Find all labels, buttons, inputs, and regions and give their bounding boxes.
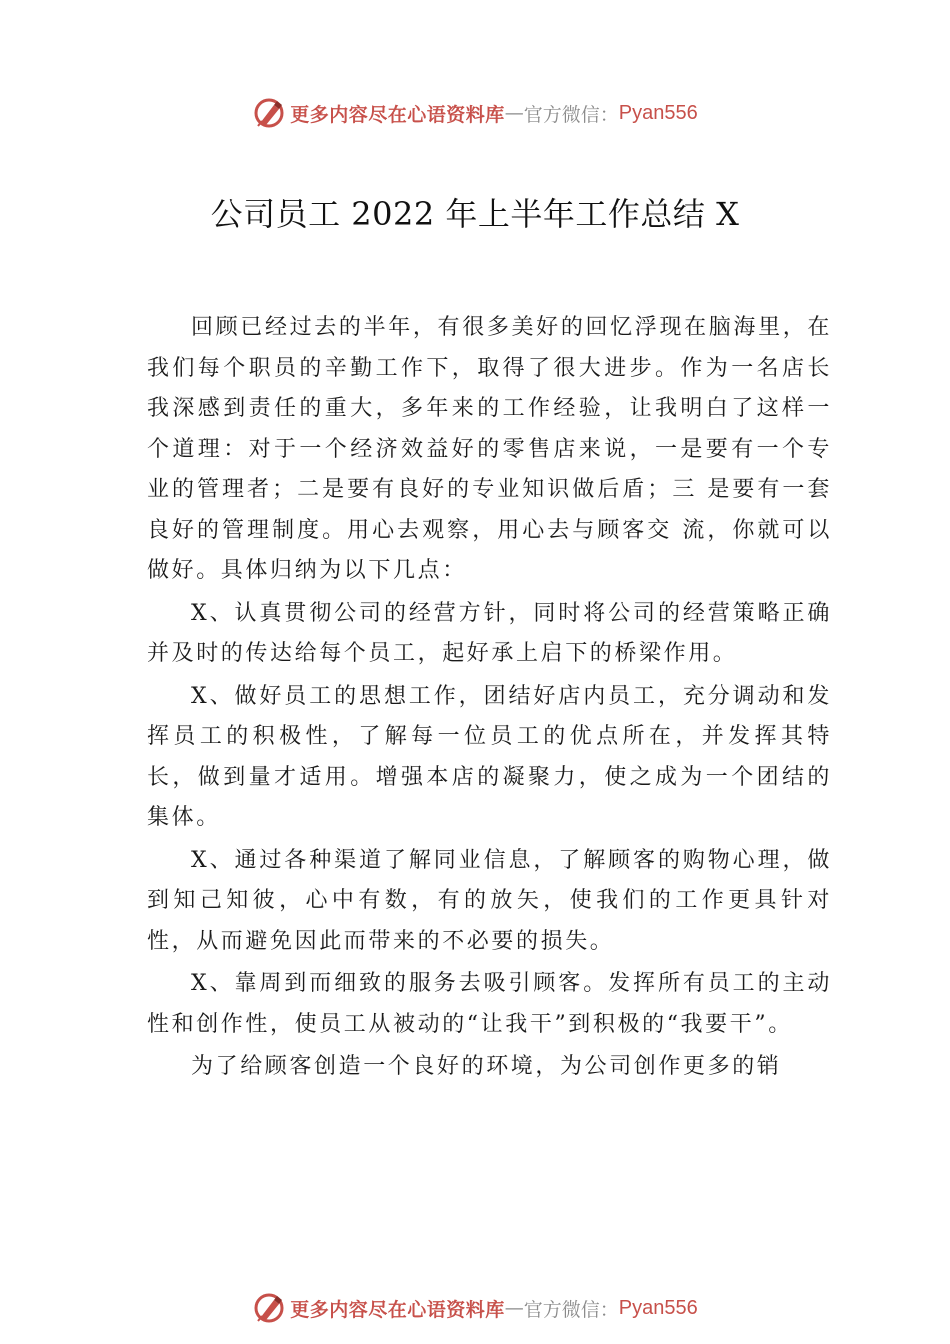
paragraph-point-2: X、做好员工的思想工作，团结好店内员工，充分调动和发挥员工的积极性，了解每一位员工的优点所在，并发挥其特长，做到量才适用。增强本店的凝聚力，使之成为一个团结的集体。: [147, 683, 832, 830]
watermark-handle: Pyan556: [618, 1296, 698, 1319]
paragraph-intro: 回顾已经过去的半年，有很多美好的回忆浮现在脑海里，在我们每个职员的辛勤工作下，取得了很大进步。作为一名店长我深感到责任的重大，多年来的工作经验，让我明白了这样一个道理：对于一个经济效益好的零售店来说，一是要有一个专业的管理者；二是要有良好的专业知识做后盾；三 是要有一套良好的管理制度。用心去观察，用心去与顾客交 流，你就可以做好。具体归纳为以下几点：: [147, 315, 832, 583]
watermark-dash: —: [504, 1297, 524, 1319]
watermark-brand: 更多内容尽在心语资料库: [290, 1298, 505, 1321]
watermark-label: 官方微信：: [523, 1298, 619, 1321]
watermark-dash: —: [504, 102, 524, 124]
pen-nib-logo-icon: [252, 96, 286, 130]
watermark-label: 官方微信：: [523, 103, 619, 126]
paragraph-continued: 为了给顾客创造一个良好的环境，为公司创作更多的销: [191, 1054, 782, 1079]
watermark-handle: Pyan556: [618, 101, 698, 124]
document-body: [147, 308, 832, 1090]
document-title: 公司员工 2022 年上半年工作总结 X: [210, 195, 740, 233]
header-watermark: [0, 93, 950, 133]
paragraph-point-4: X、靠周到而细致的服务去吸引顾客。发挥所有员工的主动性和创作性，使员工从被动的“让我干”到积极的“我要干”。: [147, 971, 832, 1037]
pen-nib-logo-icon: [252, 1291, 286, 1325]
paragraph-point-3: X、通过各种渠道了解同业信息，了解顾客的购物心理，做到知己知彼，心中有数，有的放矢，使我们的工作更具针对性，从而避免因此而带来的不必要的损失。: [147, 847, 832, 954]
paragraph-point-1: X、认真贯彻公司的经营方针，同时将公司的经营策略正确并及时的传达给每个员工，起好承上启下的桥梁作用。: [147, 600, 832, 666]
watermark-brand: 更多内容尽在心语资料库: [290, 103, 505, 126]
footer-watermark: [0, 1288, 950, 1328]
